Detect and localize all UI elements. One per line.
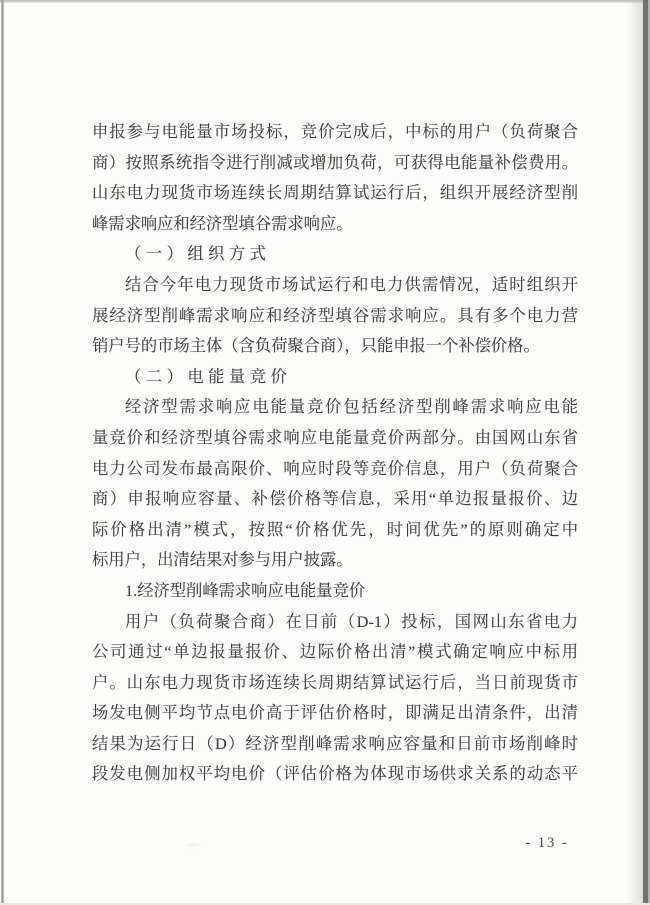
section-heading-line: （一）组织方式 bbox=[125, 244, 271, 264]
scan-edge-right-shadow bbox=[626, 0, 643, 905]
page-number: - 13 - bbox=[525, 835, 569, 851]
document-body bbox=[92, 117, 578, 790]
text-line: 结合今年电力现货市场试运行和电力供需情况，适时组织开 bbox=[125, 274, 578, 294]
text-line: 量竞价和经济型填谷需求响应电能量竞价两部分。由国网山东省 bbox=[92, 427, 578, 447]
text-line: 申报参与电能量市场投标，竞价完成后，中标的用户（负荷聚合 bbox=[92, 122, 578, 141]
section-heading-line: （二）电能量竞价 bbox=[125, 366, 292, 386]
scan-smudge bbox=[186, 843, 200, 847]
scan-edge-top bbox=[0, 0, 650, 3]
text-line: 商）按照系统指令进行削减或增加负荷，可获得电能量补偿费用。 bbox=[92, 152, 578, 172]
text-line: 标用户，出清结果对参与用户披露。 bbox=[92, 550, 353, 570]
scan-edge-left bbox=[1, 0, 4, 905]
text-line: 际价格出清”模式，按照“价格优先，时间优先”的原则确定中 bbox=[92, 519, 578, 539]
text-line: 峰需求响应和经济型填谷需求响应。 bbox=[92, 213, 353, 233]
text-line: 经济型需求响应电能量竞价包括经济型削峰需求响应电能 bbox=[125, 397, 578, 417]
text-line: 商）申报响应容量、补偿价格等信息，采用“单边报量报价、边 bbox=[92, 489, 578, 509]
text-line: 1.经济型削峰需求响应电能量竞价 bbox=[125, 580, 366, 600]
text-line: 展经济型削峰需求响应和经济型填谷需求响应。具有多个电力营 bbox=[92, 305, 578, 325]
text-line: 山东电力现货市场连续长周期结算试运行后，组织开展经济型削 bbox=[92, 183, 578, 203]
text-line: 段发电侧加权平均电价（评估价格为体现市场供求关系的动态平 bbox=[92, 764, 578, 784]
text-line: 电力公司发布最高限价、响应时段等竞价信息，用户（负荷聚合 bbox=[92, 458, 578, 478]
text-line: 用户（负荷聚合商）在日前（D-1）投标，国网山东省电力 bbox=[125, 611, 578, 631]
text-line: 场发电侧平均节点电价高于评估价格时，即满足出清条件，出清 bbox=[92, 703, 578, 723]
text-line: 结果为运行日（D）经济型削峰需求响应容量和日前市场削峰时 bbox=[92, 733, 578, 753]
text-line: 销户号的市场主体（含负荷聚合商），只能申报一个补偿价格。 bbox=[92, 336, 540, 356]
text-line: 公司通过“单边报量报价、边际价格出清”模式确定响应中标用 bbox=[92, 642, 578, 662]
text-line: 户。山东电力现货市场连续长周期结算试运行后，当日前现货市 bbox=[92, 672, 578, 692]
